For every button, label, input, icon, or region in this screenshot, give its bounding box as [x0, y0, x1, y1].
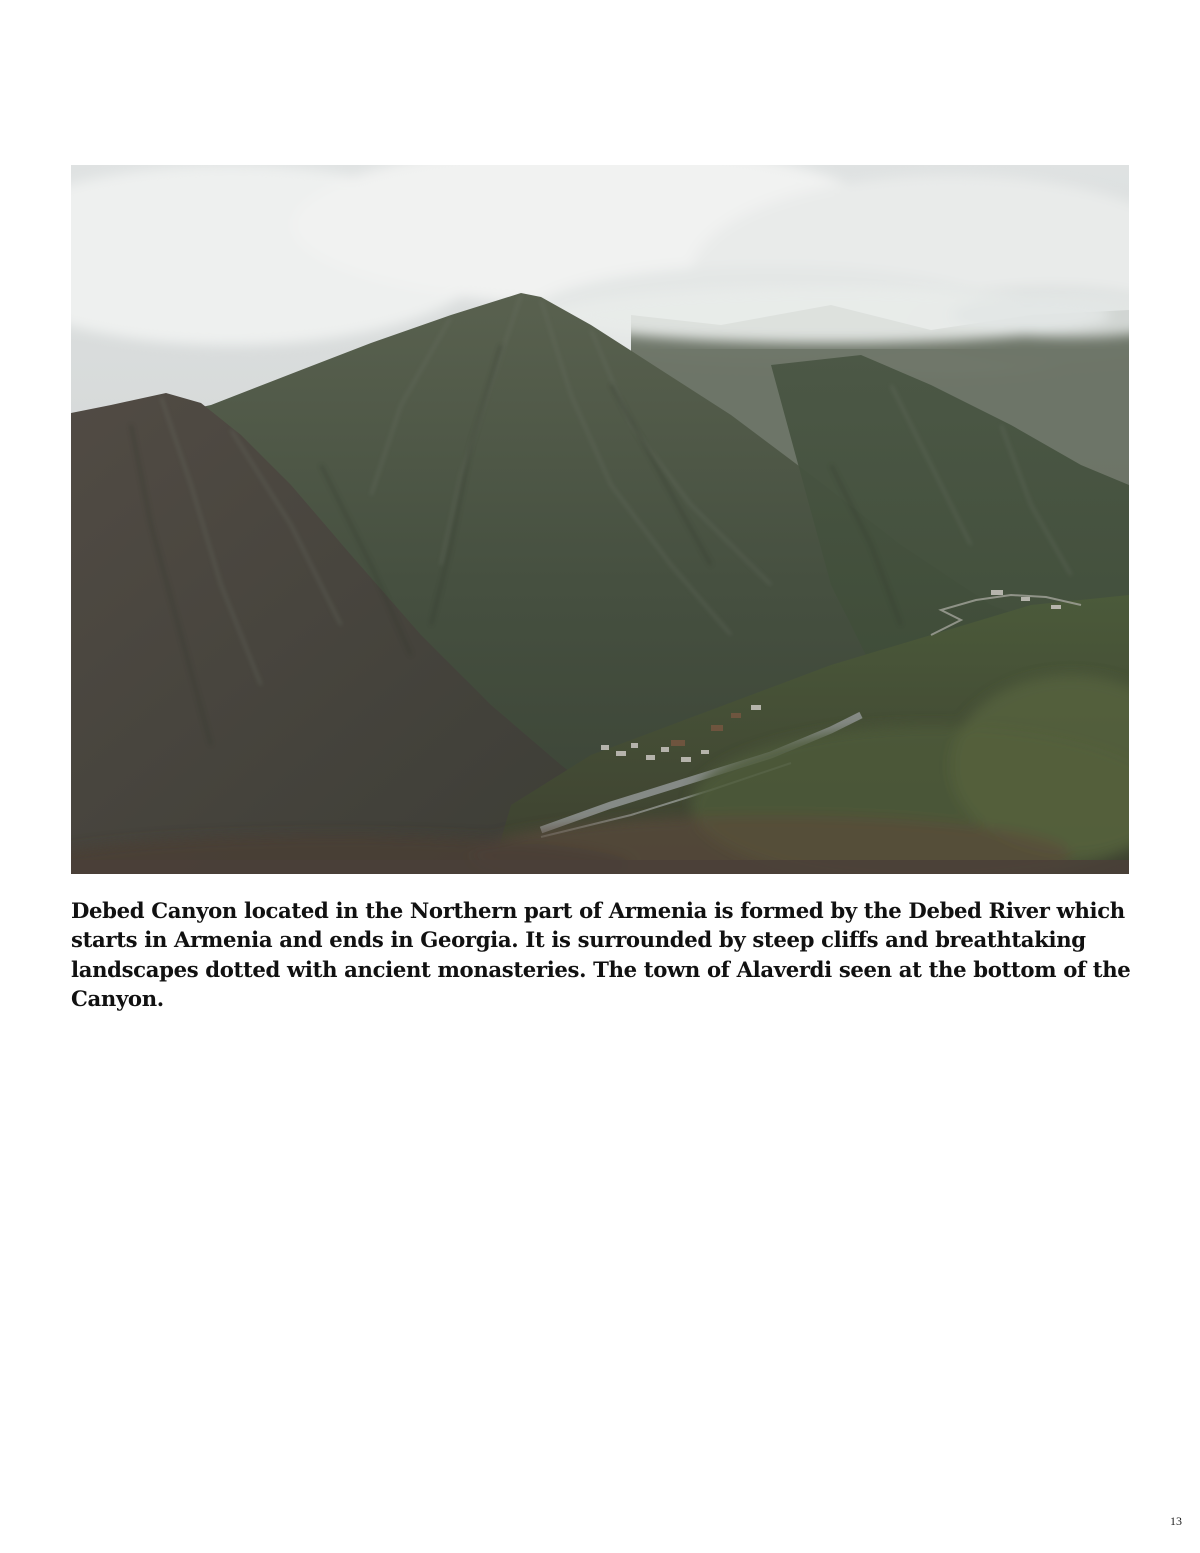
mountain-illustration	[71, 165, 1129, 874]
landscape-photo	[71, 165, 1129, 874]
page-number: 13	[1170, 1514, 1182, 1528]
photo-caption: Debed Canyon located in the Northern part of Armenia is formed by the Debed River which starts in Armenia and ends in Georgia. It is surrounded by steep cliffs and breathtaking landscapes dotted with ancient monasteries. The town of Alaverdi seen at the bottom of the Canyon.	[71, 898, 1131, 1012]
